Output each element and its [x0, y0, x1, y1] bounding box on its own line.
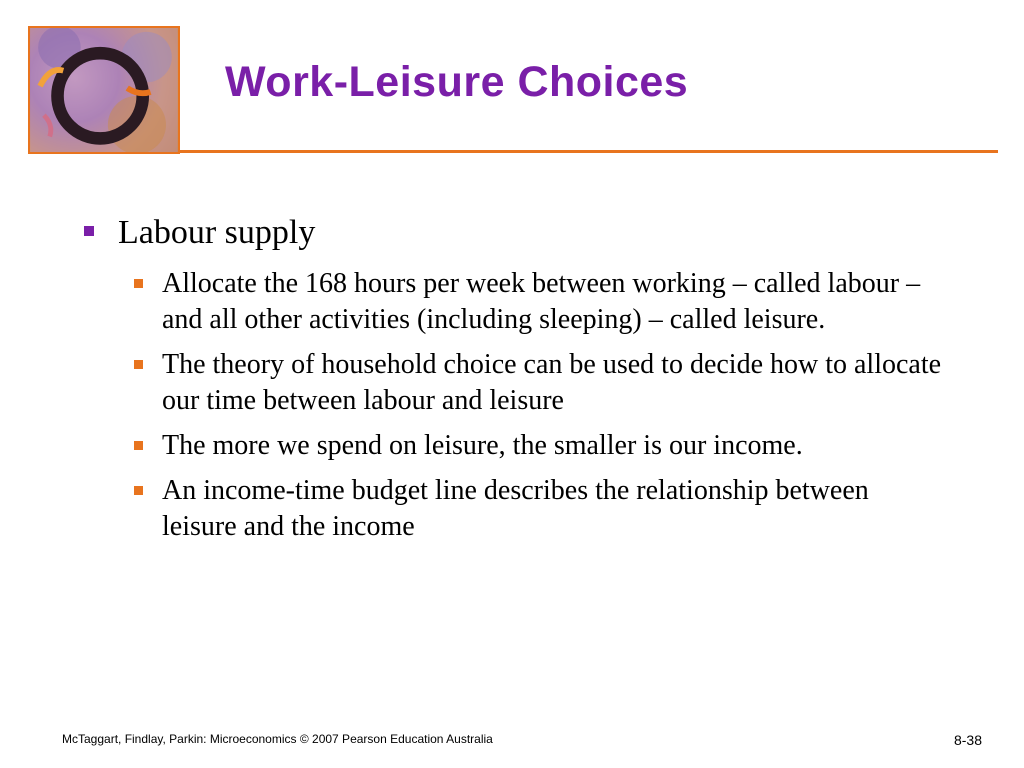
title-divider — [178, 150, 998, 153]
abstract-circle-artwork — [30, 28, 178, 152]
sub-bullet-text: The theory of household choice can be used to decide how to allocate our time between labour and leisure — [162, 349, 942, 416]
sub-bullet-item — [124, 473, 942, 545]
decorative-logo-image — [28, 26, 180, 154]
sub-bullet-list — [80, 266, 990, 545]
square-bullet-icon — [134, 441, 143, 450]
sub-bullet-item — [124, 428, 942, 464]
slide-body — [80, 212, 990, 554]
bullet-item-labour-supply — [80, 212, 990, 254]
footer-citation: McTaggart, Findlay, Parkin: Microeconomics © 2007 Pearson Education Australia — [62, 732, 493, 746]
sub-bullet-item — [124, 266, 942, 338]
square-bullet-icon — [134, 486, 143, 495]
sub-bullet-item — [124, 347, 942, 419]
square-bullet-icon — [84, 226, 94, 236]
sub-bullet-text: The more we spend on leisure, the smaller is our income. — [162, 430, 803, 461]
slide-number: 8-38 — [953, 732, 982, 748]
bullet-text: Labour supply — [118, 214, 316, 251]
square-bullet-icon — [134, 279, 143, 288]
square-bullet-icon — [134, 360, 143, 369]
sub-bullet-text: An income-time budget line describes the relationship between leisure and the income — [162, 475, 869, 542]
sub-bullet-text: Allocate the 168 hours per week between working – called labour – and all other activities (including sleeping) – called leisure. — [162, 268, 921, 335]
slide-title: Work-Leisure Choices — [225, 58, 689, 106]
